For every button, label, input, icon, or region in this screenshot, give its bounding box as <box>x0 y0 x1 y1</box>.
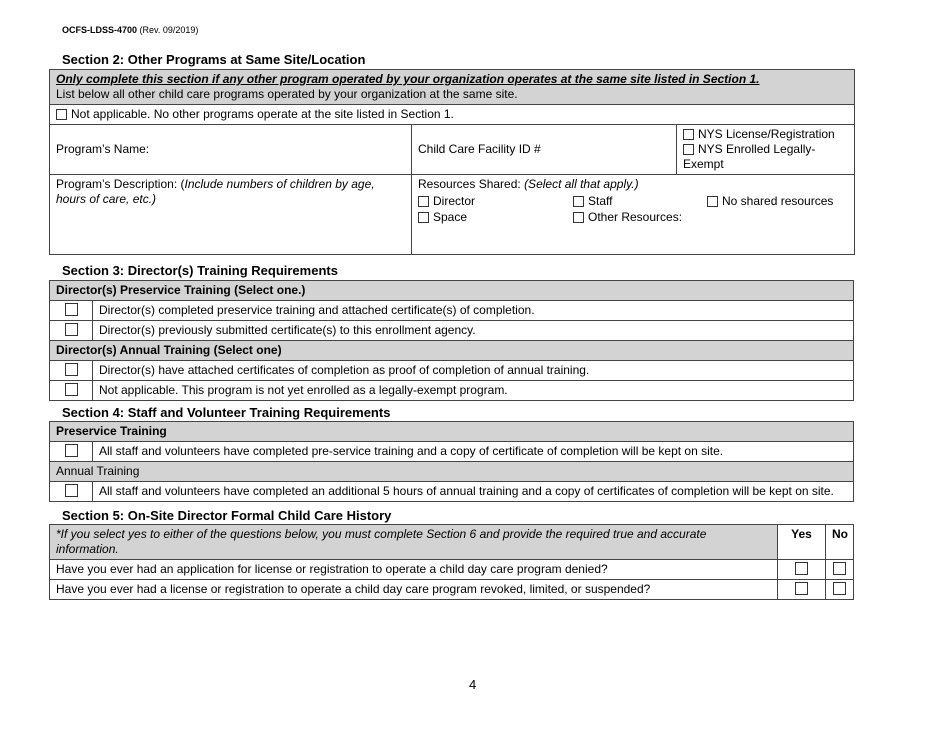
section3-table: Director(s) Preservice Training (Select one.) Director(s) completed preservice training and attached certificate(s) of completion. Director(s) previously submitted certificate(s) to this enrollment agency. Director(s) Annual Training (Select one) Director(s) have attached certificates of completion as proof of completion of annual training. Not applicable. This program is not yet enrolled as a legally-exempt program. <box>49 280 854 401</box>
staff-ann-checkbox[interactable] <box>65 484 78 497</box>
section5-table <box>49 524 854 600</box>
nys-license-checkbox[interactable] <box>683 129 694 140</box>
section5-note: *If you select yes to either of the questions below, you must complete Section 6 and provide the required true and accurate information. <box>50 525 778 560</box>
not-applicable-checkbox[interactable] <box>56 109 67 120</box>
section5-title: Section 5: On-Site Director Formal Child Care History <box>62 508 392 523</box>
staff-annual-header: Annual Training <box>50 462 854 482</box>
space-checkbox[interactable] <box>418 212 429 223</box>
section3-title: Section 3: Director(s) Training Requirements <box>62 263 338 278</box>
section2-title: Section 2: Other Programs at Same Site/Location <box>62 52 366 67</box>
pre-opt2-checkbox[interactable] <box>65 323 78 336</box>
section2-instruction: Only complete this section if any other program operated by your organization operates at the same site listed in Section 1. <box>56 72 760 86</box>
ann-opt1-checkbox[interactable] <box>65 363 78 376</box>
ann-opt2-checkbox[interactable] <box>65 383 78 396</box>
director-preservice-header: Director(s) Preservice Training (Select one.) <box>50 281 854 301</box>
q1-no-checkbox[interactable] <box>833 562 846 575</box>
yes-header: Yes <box>778 525 826 560</box>
pre-opt1-checkbox[interactable] <box>65 303 78 316</box>
q1-yes-checkbox[interactable] <box>795 562 808 575</box>
not-applicable-label: Not applicable. No other programs operate at the site listed in Section 1. <box>71 107 454 121</box>
form-code: OCFS-LDSS-4700 (Rev. 09/2019) <box>62 25 199 35</box>
section4-table: Preservice Training All staff and volunteers have completed pre-service training and a copy of certificate of completion will be kept on site. Annual Training All staff and volunteers have completed an additional 5 hours of annual training and a copy of certificates of completion will be kept on site. <box>49 421 854 502</box>
no-header: No <box>826 525 854 560</box>
section2-subinstruction: List below all other child care programs operated by your organization at the same site. <box>56 87 518 101</box>
program-description-field[interactable]: Program’s Description: (Include numbers of children by age, hours of care, etc.) <box>50 175 412 255</box>
question-2: Have you ever had a license or registration to operate a child day care program revoked, limited, or suspended? <box>50 580 778 600</box>
q2-no-checkbox[interactable] <box>833 582 846 595</box>
q2-yes-checkbox[interactable] <box>795 582 808 595</box>
page-number: 4 <box>469 677 477 692</box>
question-1: Have you ever had an application for license or registration to operate a child day care program denied? <box>50 560 778 580</box>
staff-pre-checkbox[interactable] <box>65 444 78 457</box>
section4-title: Section 4: Staff and Volunteer Training Requirements <box>62 405 391 420</box>
facility-id-field[interactable]: Child Care Facility ID # <box>412 125 677 175</box>
section2-table: Only complete this section if any other program operated by your organization operates at the same site listed in Section 1. List below all other child care programs operated by your organization at the same site. Not applicable. No other programs operate at the site listed in Section 1. Program’s Name: Child Care Facility ID # NYS License/Registration NYS Enrolled Legally-Exempt Program’s Description: (Include numbers of children by age, hours of care, etc.) Resources Shared: (Select all that apply.) Director Staff No shared resources Space Other Resources: <box>49 69 855 255</box>
no-shared-checkbox[interactable] <box>707 196 718 207</box>
program-name-field[interactable]: Program’s Name: <box>50 125 412 175</box>
nys-enrolled-checkbox[interactable] <box>683 144 694 155</box>
staff-preservice-header: Preservice Training <box>50 422 854 442</box>
director-checkbox[interactable] <box>418 196 429 207</box>
other-resources-checkbox[interactable] <box>573 212 584 223</box>
staff-checkbox[interactable] <box>573 196 584 207</box>
director-annual-header: Director(s) Annual Training (Select one) <box>50 341 854 361</box>
